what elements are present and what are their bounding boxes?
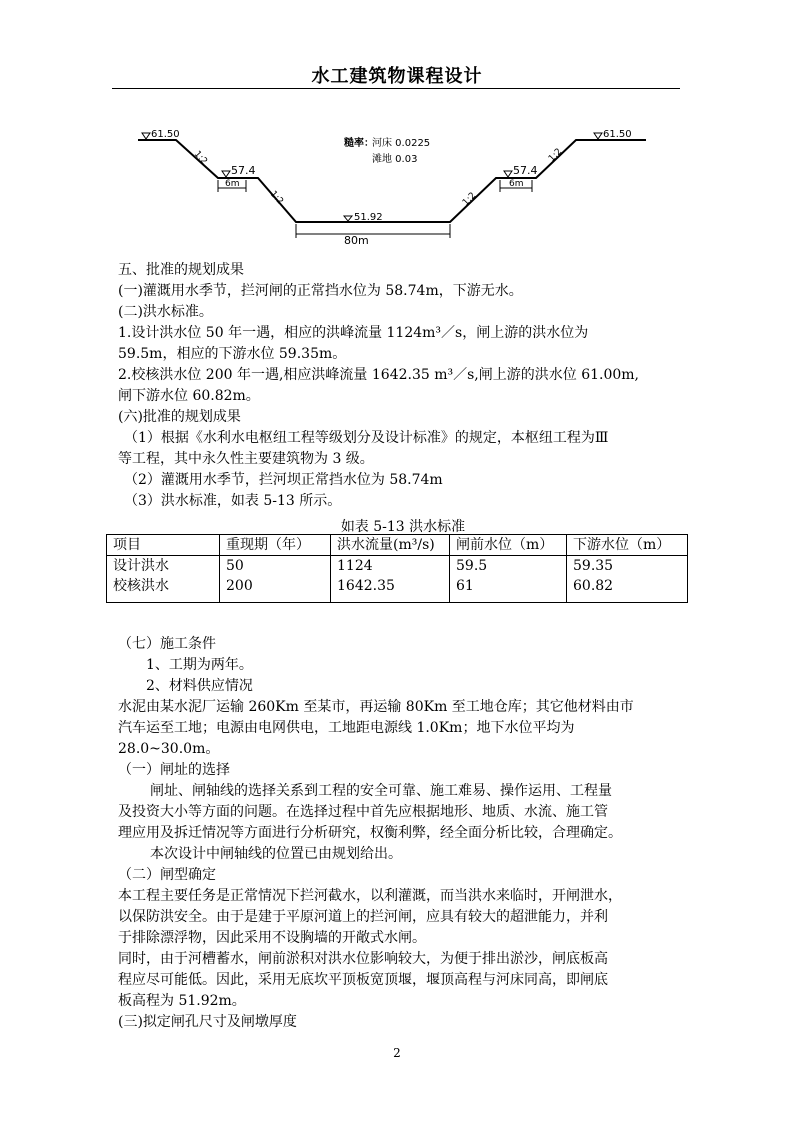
table-header-cell: 项目 — [107, 535, 220, 556]
cell-value: 设计洪水 — [113, 558, 169, 574]
paragraph-line: 同时，由于河槽蓄水，闸前淤积对洪水位影响较大，为便于排出淤沙，闸底板高 — [118, 951, 608, 967]
roughness-label: 糙率： — [344, 138, 374, 149]
section-heading: （一）闸址的选择 — [118, 762, 230, 778]
elev-label-top-right: 61.50 — [603, 129, 632, 140]
slope-label-upper-left: 1:2 — [191, 149, 209, 167]
slope-label-lower-right: 1:2 — [460, 190, 479, 209]
cell-value: 1124 — [337, 558, 373, 574]
section-heading: (六)批准的规划成果 — [118, 409, 241, 425]
table-cell — [220, 556, 331, 603]
elev-label-top-left: 61.50 — [151, 129, 180, 140]
cell-value: 61 — [456, 578, 474, 594]
cell-value: 校核洪水 — [113, 578, 169, 594]
cell-value: 59.5 — [456, 558, 488, 574]
paragraph-line: 汽车运至工地；电源由电网供电，工地距电源线 1.0Km；地下水位平均为 — [118, 720, 575, 736]
paragraph-line: （2）灌溉用水季节，拦河坝正常挡水位为 58.74m — [124, 472, 443, 488]
table-header-cell: 重现期（年） — [220, 535, 331, 556]
slope-label-lower-left: 1:2 — [267, 189, 285, 207]
berm-width-right-label: 6m — [509, 179, 524, 189]
table-header-cell: 闸前水位（m） — [450, 535, 567, 556]
paragraph-line: 28.0~30.0m。 — [118, 741, 220, 757]
paragraph-line: 2、材料供应情况 — [146, 678, 253, 694]
channel-cross-section-diagram — [128, 120, 658, 248]
elev-marker-berm-right — [504, 171, 512, 177]
paragraph-line: 程应尽可能低。因此，采用无底坎平顶板宽顶堰，堰顶高程与河床同高，即闸底 — [118, 972, 608, 988]
floodplain-roughness: 滩地 0.03 — [372, 154, 418, 165]
table-header-row — [107, 535, 688, 556]
paragraph-line: 2.校核洪水位 200 年一遇,相应洪峰流量 1642.35 m³／s,闸上游的洪水位 61.00m, — [118, 367, 639, 383]
table-body-row — [107, 556, 688, 603]
paragraph-line: （1）根据《水利水电枢纽工程等级划分及设计标准》的规定，本枢纽工程为Ⅲ — [124, 430, 609, 446]
cell-value: 50 — [226, 558, 244, 574]
section-heading: （二）闸型确定 — [118, 867, 216, 883]
table-cell — [567, 556, 688, 603]
paragraph-line: 于排除漂浮物，因此采用不设胸墙的开敞式水闸。 — [118, 930, 426, 946]
slope-label-upper-right: 1:2 — [546, 146, 565, 165]
elev-marker-bed — [344, 216, 352, 221]
paragraph-line: 闸址、闸轴线的选择关系到工程的安全可靠、施工难易、操作运用、工程量 — [150, 783, 612, 799]
table-cell — [450, 556, 567, 603]
elev-marker-top-right — [594, 133, 602, 139]
table-caption: 如表 5-13 洪水标准 — [340, 519, 466, 535]
section-heading: (三)拟定闸孔尺寸及闸墩厚度 — [118, 1014, 297, 1030]
channel-profile — [138, 140, 646, 222]
paragraph-line: 本次设计中闸轴线的位置已由规划给出。 — [150, 846, 402, 862]
table-cell — [331, 556, 450, 603]
paragraph-line: 水泥由某水泥厂运输 260Km 至某市，再运输 80Km 至工地仓库；其它他材料由市 — [118, 699, 634, 715]
paragraph-line: 59.5m，相应的下游水位 59.35m。 — [118, 346, 347, 362]
paragraph-line: 闸下游水位 60.82m。 — [118, 388, 260, 404]
table-header-cell: 洪水流量(m³/s) — [331, 535, 450, 556]
elev-label-berm-right: 57.4 — [513, 164, 538, 177]
paragraph-line: 1、工期为两年。 — [146, 657, 253, 673]
elev-marker-berm-left — [222, 171, 230, 177]
cell-value: 59.35 — [573, 558, 614, 574]
cell-value: 1642.35 — [337, 578, 395, 594]
table-cell — [107, 556, 220, 603]
paragraph-line: 本工程主要任务是正常情况下拦河截水，以利灌溉，而当洪水来临时，开闸泄水， — [118, 888, 622, 904]
paragraph-line: （3）洪水标准，如表 5-13 所示。 — [124, 493, 342, 509]
cell-value: 60.82 — [573, 578, 614, 594]
riverbed-roughness: 河床 0.0225 — [372, 138, 431, 149]
bed-width-label: 80m — [344, 234, 369, 247]
elev-marker-top-left — [142, 133, 150, 139]
page-number: 2 — [393, 1046, 401, 1060]
paragraph-line: 等工程，其中永久性主要建筑物为 3 级。 — [118, 451, 374, 467]
paragraph-line: 理应用及拆迁情况等方面进行分析研究，权衡利弊，经全面分析比较，合理确定。 — [118, 825, 622, 841]
elev-label-bed: 51.92 — [354, 212, 383, 223]
elev-label-berm-left: 57.4 — [231, 164, 256, 177]
paragraph-line: 及投资大小等方面的问题。在选择过程中首先应根据地形、地质、水流、施工管 — [118, 804, 608, 820]
section-heading: （七）施工条件 — [118, 636, 216, 652]
cell-value: 200 — [226, 578, 253, 594]
berm-width-left-label: 6m — [225, 179, 240, 189]
flood-standard-table — [106, 534, 688, 603]
page-title: 水工建筑物课程设计 — [311, 66, 483, 87]
header-rule — [112, 88, 680, 89]
paragraph-line: 1.设计洪水位 50 年一遇，相应的洪峰流量 1124m³／s，闸上游的洪水位为 — [118, 325, 589, 341]
section-heading: (二)洪水标准。 — [118, 304, 213, 320]
table-header-cell: 下游水位（m） — [567, 535, 688, 556]
paragraph-line: 以保防洪安全。由于是建于平原河道上的拦河闸，应具有较大的超泄能力，并利 — [118, 909, 608, 925]
section-heading: 五、批准的规划成果 — [118, 262, 244, 278]
paragraph-line: (一)灌溉用水季节，拦河闸的正常挡水位为 58.74m，下游无水。 — [118, 283, 523, 299]
paragraph-line: 板高程为 51.92m。 — [118, 993, 246, 1009]
